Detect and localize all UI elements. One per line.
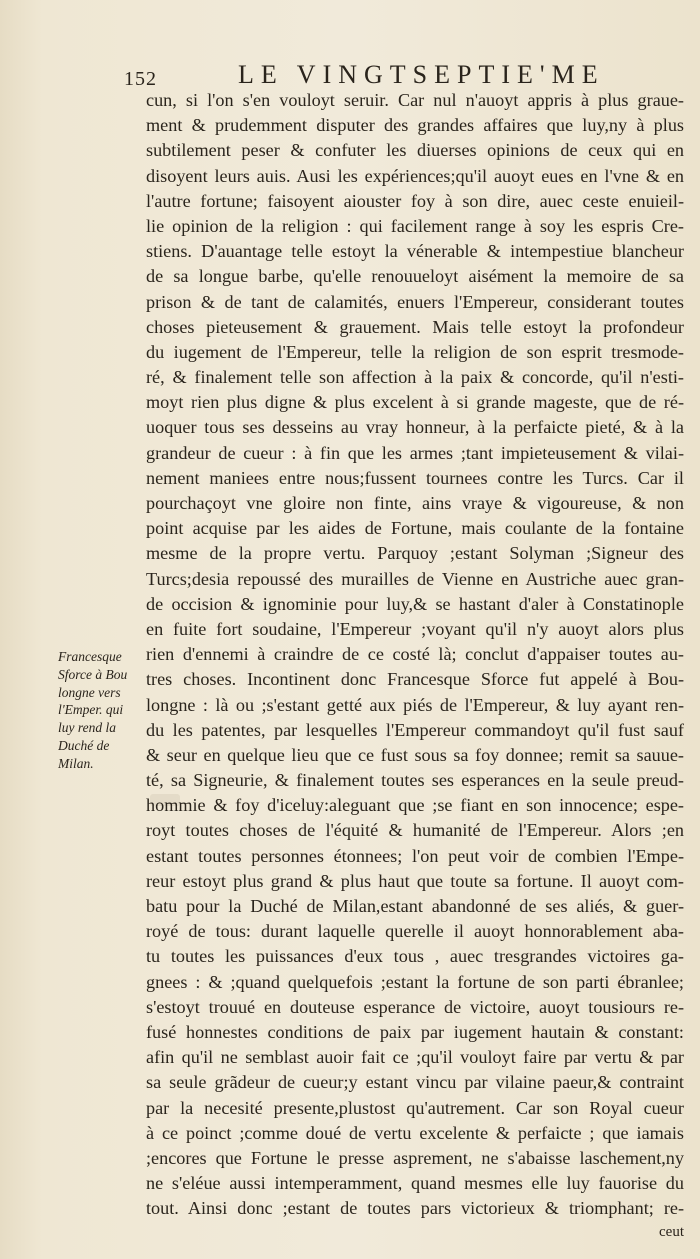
text-line: grandeur de cueur : à fin que les armes ;tant impieteusement & vilai- xyxy=(146,442,684,463)
text-line: lie opinion de la religion : qui facilement range à soy les espris Cre- xyxy=(146,215,684,236)
text-line: rien d'ennemi à craindre de ce costé là; conclut d'appaiser toutes au- xyxy=(146,644,684,665)
text-line: point acquise par les aides de Fortune, mais coulante de la fontaine xyxy=(146,518,684,539)
text-line: tu toutes les puissances d'eux tous , auec tresgrandes victoires ga- xyxy=(146,946,684,967)
text-line: nement maniees entre nous;fussent tournees contre les Turcs. Car il xyxy=(146,467,684,488)
text-line: reur estoyt plus grand & plus haut que toute sa fortune. Il auoyt com- xyxy=(146,870,684,891)
margin-note-line: l'Emper. qui xyxy=(58,702,124,718)
text-line: disoyent leurs auis. Ausi les expériences;qu'il auoyt eues en l'vne & en xyxy=(146,165,684,186)
margin-note-line: luy rend la xyxy=(58,720,116,736)
body-text xyxy=(146,88,684,1243)
text-line: té, sa Signeurie, & finalement toutes ses esperances en la seule preud- xyxy=(146,770,684,791)
text-line: tres choses. Incontinent donc Francesque Sforce fut appelé à Bou- xyxy=(146,669,684,690)
text-line: subtilement peser & confuter les diuerses opinions de ceux qui en xyxy=(146,140,684,161)
text-line: du iugement de l'Empereur, telle la religion de son esprit tresmode- xyxy=(146,341,684,362)
text-line: stiens. D'auantage telle estoyt la vénerable & intempestiue blancheur xyxy=(146,241,684,262)
text-line: choses pieteusement & grauement. Mais telle estoyt la profondeur xyxy=(146,316,684,337)
text-line: s'estoyt trouué en douteuse esperance de victoire, auoyt tousiours re- xyxy=(146,996,684,1017)
text-line: longne : là ou ;s'estant getté aux piés de l'Empereur, & luy ayant ren- xyxy=(146,694,684,715)
text-line: par la necesité presente,plustost qu'autrement. Car son Royal cueur xyxy=(146,1097,684,1118)
text-line: gnees : & ;quand quelquefois ;estant la fortune de son parti ébranlee; xyxy=(146,971,684,992)
text-line: Turcs;desia repoussé des murailles de Vienne en Austriche auec gran- xyxy=(146,568,684,589)
text-line: en fuite fort soudaine, l'Empereur ;voyant qu'il n'y auoyt alors plus xyxy=(146,618,684,639)
margin-note-line: longne vers xyxy=(58,684,121,700)
running-head: LE VINGTSEPTIE'ME xyxy=(238,60,605,89)
text-line: estant toutes personnes étonnees; l'on peut voir de combien l'Empe- xyxy=(146,845,684,866)
text-line: du les patentes, par lesquelles l'Empereur commandoyt qu'il fust sauf xyxy=(146,719,684,740)
text-line: à ce poinct ;comme doué de vertu excelente & perfaicte ; que iamais xyxy=(146,1122,684,1143)
text-line: ;encores que Fortune le presse asprement, ne s'abaisse laschement,ny xyxy=(146,1147,684,1168)
margin-note-line: Francesque xyxy=(58,649,122,664)
text-line: uoquer tous ses desseins au vray honneur, à la perfaicte pieté, & à la xyxy=(146,417,684,438)
page-number: 152 xyxy=(124,68,157,90)
text-line: ment & prudemment disputer des grandes affaires que luy,ny à plus xyxy=(146,115,684,136)
text-line: sa seule grãdeur de cueur;y estant vincu par vilaine paeur,& contraint xyxy=(146,1072,684,1093)
margin-note xyxy=(58,648,148,773)
margin-note-line: Duché de xyxy=(58,737,110,753)
text-line: afin qu'il ne semblast auoir fait ce ;qu'il vouloyt faire par vertu & par xyxy=(146,1047,684,1068)
text-line: & seur en quelque lieu que ce fust sous sa foy donnee; remit sa sauue- xyxy=(146,744,684,765)
text-line: batu pour la Duché de Milan,estant abandonné de ses aliés, & guer- xyxy=(146,896,684,916)
text-line: royt toutes choses de l'équité & humanité de l'Empereur. Alors ;en xyxy=(146,820,684,841)
text-line: cun, si l'on s'en vouloyt seruir. Car nul n'auoyt appris à plus graue- xyxy=(146,90,684,110)
text-line: royé de tous: durant laquelle querelle il auoyt honnorablement aba- xyxy=(146,921,684,942)
text-line: ré, & finalement telle son affection à la paix & concorde, qu'il n'esti- xyxy=(146,367,684,388)
text-line: ne s'eléue aussi intemperamment, quand mesmes elle luy fauorise du xyxy=(146,1173,684,1194)
text-line: hommie & foy d'iceluy:aleguant que ;se fiant en son innocence; espe- xyxy=(146,795,684,816)
catchword: ceut xyxy=(659,1224,684,1241)
text-line: pourchaçoyt vne gloire non finte, ains vraye & vigoureuse, & non xyxy=(146,493,684,513)
margin-note-line: Milan. xyxy=(58,755,94,771)
margin-note-line: Sforce à Bou xyxy=(58,666,128,682)
text-line: fusé honnestes conditions de paix par iugement hautain & constant: xyxy=(146,1021,684,1042)
text-line: prison & de tant de calamités, enuers l'Empereur, considerant toutes xyxy=(146,291,684,312)
text-line: de sa longue barbe, qu'elle renouueloyt aisément la memoire de sa xyxy=(146,266,684,287)
text-line: tout. Ainsi donc ;estant de toutes pars victorieux & triomphant; re- xyxy=(146,1198,684,1219)
text-line: de occision & ignominie pour luy,& se hastant d'aler à Constatinople xyxy=(146,593,684,614)
text-line: l'autre fortune; faisoyent aiouster foy à son dire, auec ceste enuieil- xyxy=(146,190,684,211)
text-line: mesme de la propre vertu. Parquoy ;estant Solyman ;Signeur des xyxy=(146,543,684,564)
text-line: moyt rien plus digne & plus excelent à si grande mageste, que de ré- xyxy=(146,392,684,413)
